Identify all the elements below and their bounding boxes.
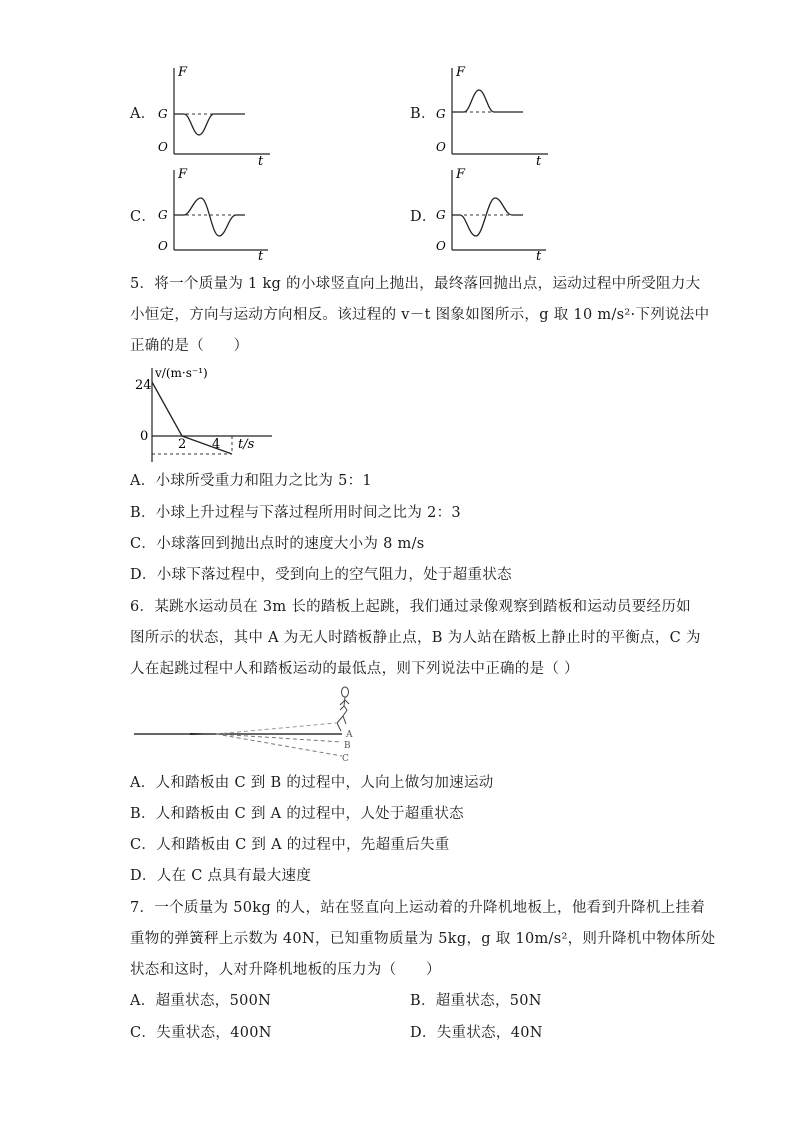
q5-vt-x-tick-2: 2 xyxy=(178,437,187,452)
graph-d-y-label: F xyxy=(456,167,466,182)
graph-a-origin: O xyxy=(158,140,168,154)
q7-line-3: 状态和这时，人对升降机地板的压力为（ ） xyxy=(130,962,441,978)
graph-d xyxy=(428,166,558,270)
graph-c-y-label: F xyxy=(178,167,188,182)
graph-d-option-label: D． xyxy=(410,209,437,225)
graph-c-origin: O xyxy=(158,239,168,253)
q5-line-1: 5．将一个质量为 1 kg 的小球竖直向上抛出，最终落回抛出点，运动过程中所受阻力大 xyxy=(130,276,701,292)
q5-vt-graph xyxy=(132,362,282,466)
graph-b-curve xyxy=(452,90,523,112)
graph-d-curve xyxy=(452,198,523,236)
q6-diver-figure xyxy=(337,687,349,731)
q6-board-b-line xyxy=(216,734,342,742)
q5-option-d: D．小球下落过程中，受到向上的空气阻力，处于超重状态 xyxy=(130,567,512,583)
q5-option-b: B．小球上升过程与下落过程所用时间之比为 2：3 xyxy=(130,505,461,521)
graph-b xyxy=(428,62,558,166)
q7-line-1: 7．一个质量为 50kg 的人，站在竖直向上运动着的升降机地板上，他看到升降机上挂着 xyxy=(130,900,706,916)
q5-vt-y-label: v/(m·s⁻¹) xyxy=(155,366,208,380)
graph-a-y-label: F xyxy=(178,65,188,80)
q6-board-upper-line xyxy=(216,723,336,734)
graph-d-x-label: t xyxy=(536,249,542,264)
q5-vt-rising-segment xyxy=(152,382,182,436)
graph-b-origin: O xyxy=(436,140,446,154)
graph-c-option-label: C． xyxy=(130,209,157,225)
q6-option-d: D．人在 C 点具有最大速度 xyxy=(130,868,312,884)
q7-option-d: D．失重状态，40N xyxy=(410,1025,543,1041)
graph-c-x-label: t xyxy=(258,249,264,264)
graph-b-g-label: G xyxy=(436,107,446,121)
graph-a-g-label: G xyxy=(158,107,168,121)
q5-option-a: A．小球所受重力和阻力之比为 5：1 xyxy=(130,473,372,489)
graph-a xyxy=(150,62,280,166)
q6-option-c: C．人和踏板由 C 到 A 的过程中，先超重后失重 xyxy=(130,837,450,853)
q7-option-c: C．失重状态，400N xyxy=(130,1025,272,1041)
q6-point-c-label: C xyxy=(342,754,349,764)
q6-option-b: B．人和踏板由 C 到 A 的过程中，人处于超重状态 xyxy=(130,806,464,822)
graph-c xyxy=(150,166,280,270)
graph-b-y-label: F xyxy=(456,65,466,80)
q5-vt-x-label: t/s xyxy=(238,437,255,452)
graph-a-option-label: A． xyxy=(130,106,156,122)
graph-c-g-label: G xyxy=(158,208,168,222)
graph-a-x-label: t xyxy=(258,154,264,166)
q6-option-a: A．人和踏板由 C 到 B 的过程中，人向上做匀加速运动 xyxy=(130,775,494,791)
q7-line-2: 重物的弹簧秤上示数为 40N，已知重物质量为 5kg，g 取 10m/s²，则升降机中物体所处 xyxy=(130,931,716,947)
q6-line-2: 图所示的状态，其中 A 为无人时踏板静止点，B 为人站在踏板上静止时的平衡点，C 为 xyxy=(130,630,701,646)
q5-option-c: C．小球落回到抛出点时的速度大小为 8 m/s xyxy=(130,536,425,552)
graph-d-g-label: G xyxy=(436,208,446,222)
q5-vt-x-tick-4: 4 xyxy=(212,437,221,452)
q6-line-1: 6．某跳水运动员在 3m 长的踏板上起跳，我们通过录像观察到踏板和运动员要经历如 xyxy=(130,599,691,615)
q7-option-b: B．超重状态，50N xyxy=(410,993,542,1009)
q5-vt-y-tick-24: 24 xyxy=(135,378,152,393)
q6-point-a-label: A xyxy=(346,730,353,740)
graph-c-curve xyxy=(174,198,245,236)
q5-line-2: 小恒定，方向与运动方向相反。该过程的 v－t 图象如图所示，g 取 10 m/s²·下列说法中 xyxy=(130,307,710,323)
q7-option-a: A．超重状态，500N xyxy=(130,993,272,1009)
q6-line-3: 人在起跳过程中人和踏板运动的最低点，则下列说法中正确的是（ ） xyxy=(130,661,579,677)
q6-point-b-label: B xyxy=(344,741,351,751)
graph-d-origin: O xyxy=(436,239,446,253)
q5-line-3: 正确的是（ ） xyxy=(130,338,249,354)
q5-vt-falling-segment xyxy=(182,436,232,454)
q6-springboard-figure xyxy=(130,684,370,770)
q6-board-c-line xyxy=(216,734,342,756)
q5-vt-origin: 0 xyxy=(140,429,149,444)
graph-b-x-label: t xyxy=(536,154,542,166)
graph-a-curve xyxy=(174,114,245,135)
graph-b-option-label: B． xyxy=(410,106,436,122)
